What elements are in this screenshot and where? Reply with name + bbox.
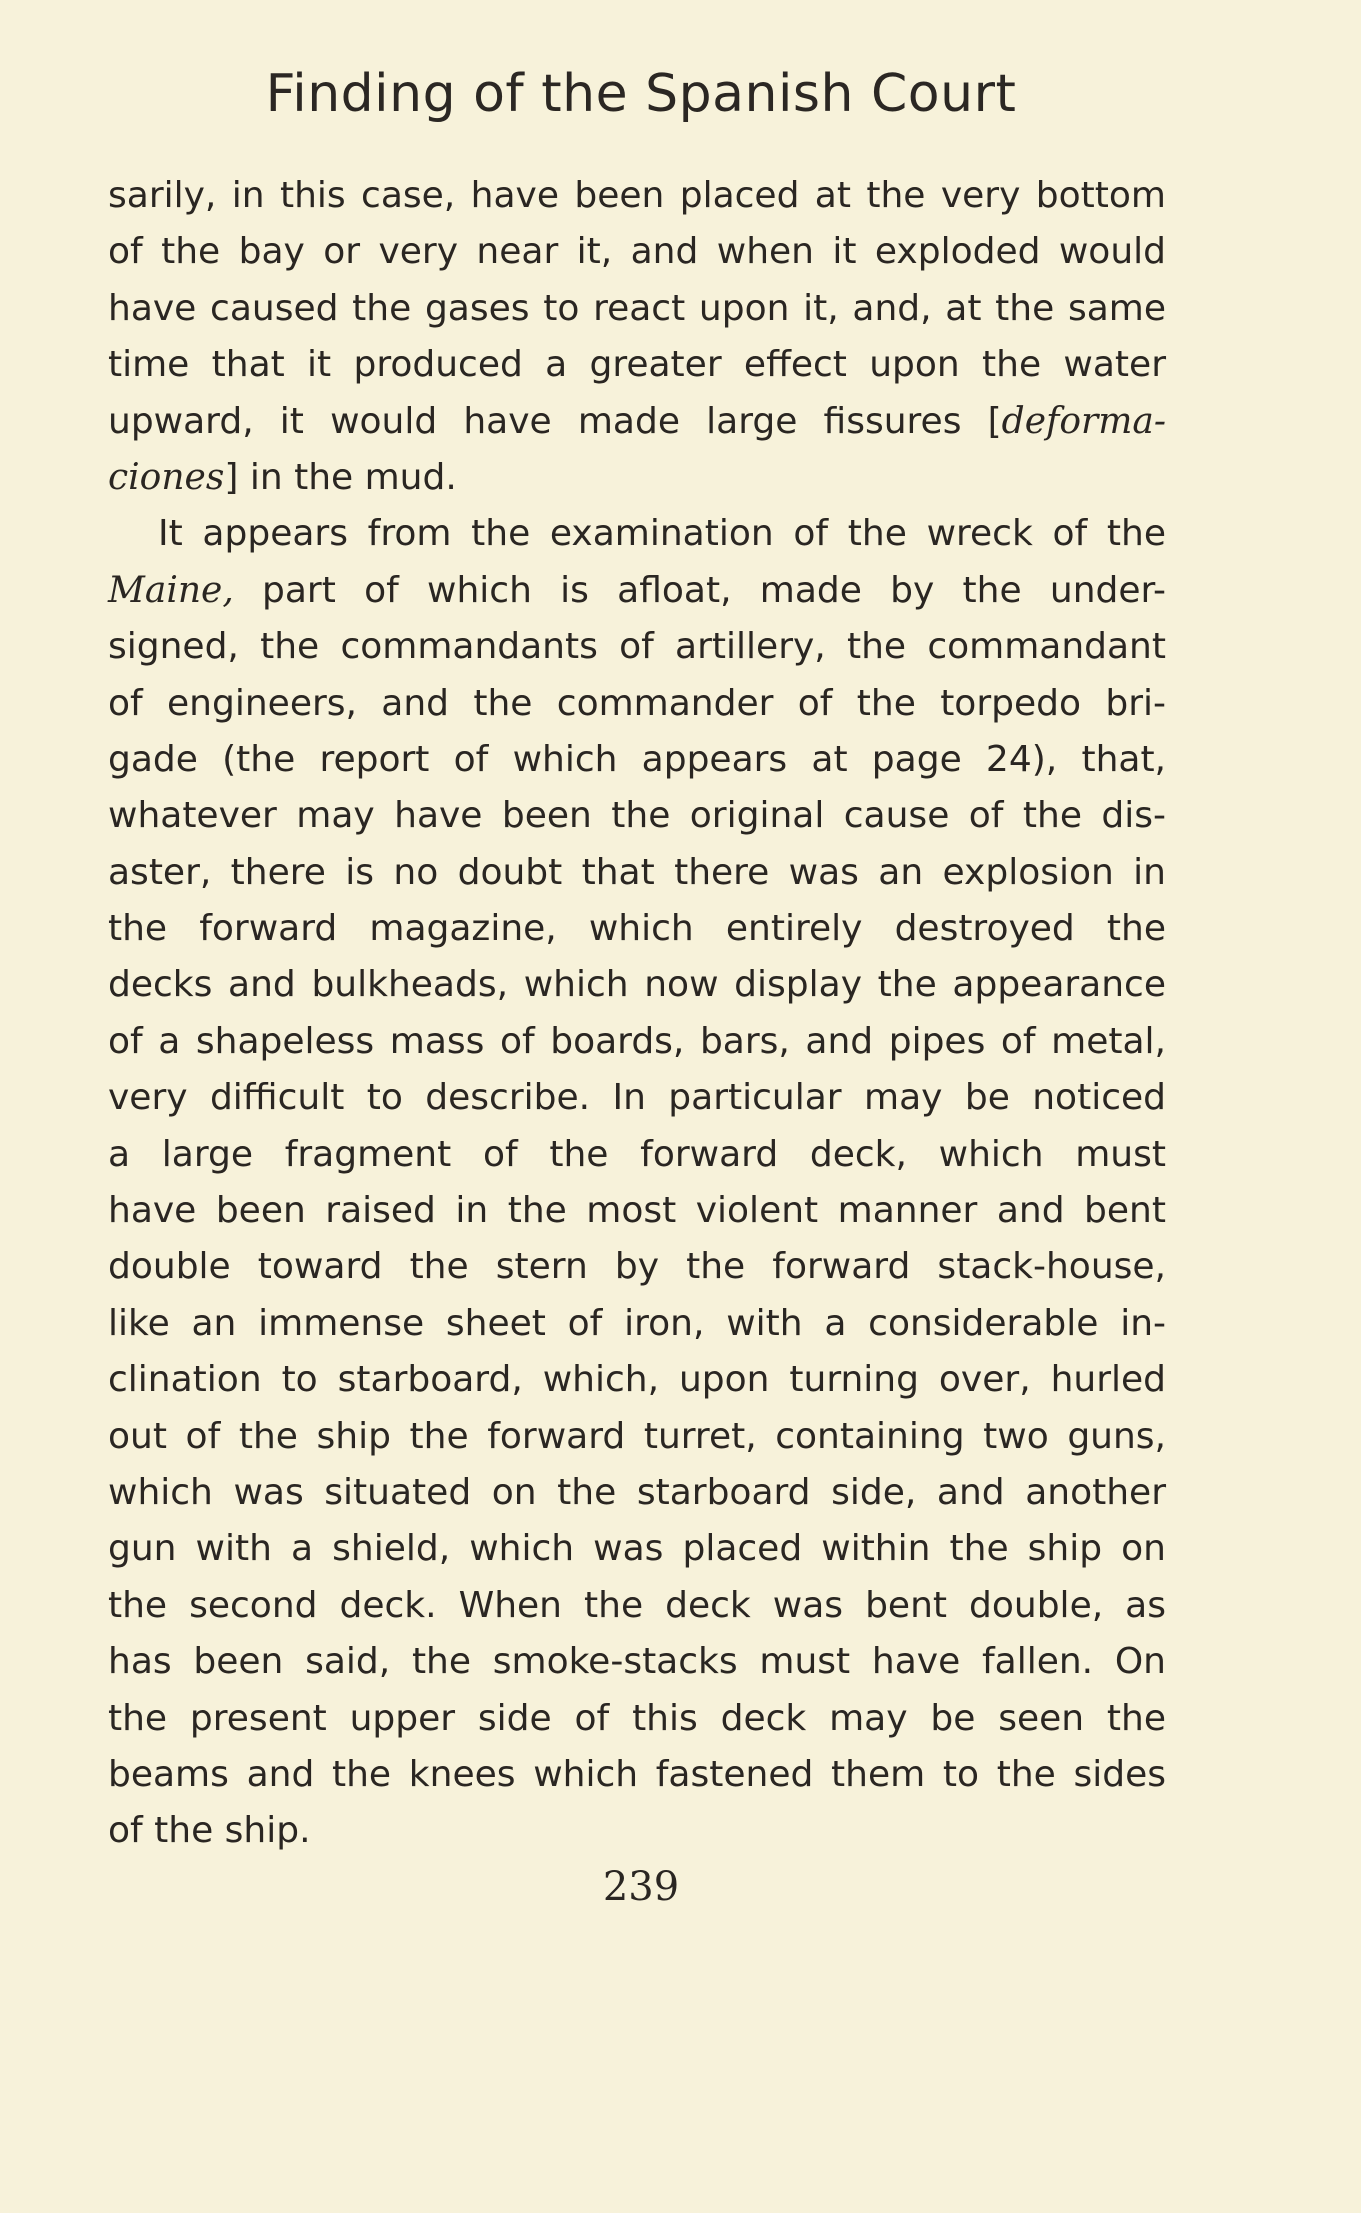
running-head: Finding of the Spanish Court	[265, 64, 1017, 124]
text-run: a large fragment of the forward deck, which must	[108, 1133, 1166, 1175]
text-line	[108, 1803, 1166, 1859]
text-run: have caused the gases to react upon it, and, at the same	[108, 287, 1166, 329]
text-line	[108, 1634, 1166, 1690]
text-run: of the ship.	[108, 1810, 311, 1852]
text-line	[108, 224, 1166, 280]
text-run: have been raised in the most violent manner and bent	[108, 1190, 1166, 1232]
text-line	[108, 1183, 1166, 1239]
text-run: gun with a shield, which was placed within the ship on	[108, 1528, 1166, 1570]
text-run: the forward magazine, which entirely destroyed the	[108, 908, 1166, 950]
text-run: sarily, in this case, have been placed at the very bottom	[108, 175, 1166, 216]
text-run: aster, there is no doubt that there was an explosion in	[108, 851, 1166, 893]
text-line	[108, 506, 1166, 562]
text-run: very difficult to describe. In particular may be noticed	[108, 1077, 1166, 1119]
page-number: 239	[602, 1864, 680, 1910]
text-run: beams and the knees which fastened them to the sides	[108, 1753, 1166, 1795]
text-run: ] in the mud.	[224, 456, 457, 498]
text-line	[108, 394, 1166, 450]
text-line	[108, 1578, 1166, 1634]
text-run: It appears from the examination of the wreck of the	[158, 513, 1166, 555]
text-run: out of the ship the forward turret, containing two guns,	[108, 1415, 1166, 1457]
text-line	[108, 1070, 1166, 1126]
text-line	[108, 1521, 1166, 1577]
text-run: upward, it would have made large fissures [	[108, 400, 1002, 442]
text-line	[108, 563, 1166, 619]
text-run: the second deck. When the deck was bent double, as	[108, 1584, 1166, 1626]
text-line	[108, 676, 1166, 732]
text-run: of engineers, and the commander of the torpedo bri-	[108, 682, 1166, 724]
text-run: which was situated on the starboard side, and another	[108, 1471, 1166, 1513]
text-line	[108, 1465, 1166, 1521]
text-run: like an immense sheet of iron, with a considerable in-	[108, 1302, 1166, 1344]
text-line	[108, 1239, 1166, 1295]
text-line	[108, 732, 1166, 788]
text-run: of the bay or very near it, and when it exploded would	[108, 231, 1166, 273]
text-line	[108, 845, 1166, 901]
text-line	[108, 1296, 1166, 1352]
text-run: the present upper side of this deck may be seen the	[108, 1697, 1166, 1739]
text-line	[108, 1691, 1166, 1747]
text-run: part of which is afloat, made by the under-	[233, 569, 1166, 611]
text-run: signed, the commandants of artillery, the commandant	[108, 626, 1166, 668]
text-run: of a shapeless mass of boards, bars, and pipes of metal,	[108, 1020, 1166, 1062]
text-run: decks and bulkheads, which now display the appearance	[108, 964, 1166, 1006]
text-line	[108, 957, 1166, 1013]
text-line	[108, 1352, 1166, 1408]
text-line	[108, 281, 1166, 337]
text-line	[108, 337, 1166, 393]
text-line	[108, 1014, 1166, 1070]
text-run: clination to starboard, which, upon turning over, hurled	[108, 1359, 1166, 1401]
body-text	[108, 168, 1166, 1860]
italic-text: deforma-	[1001, 400, 1166, 442]
text-line	[108, 168, 1166, 224]
text-line	[108, 1747, 1166, 1803]
text-line	[108, 901, 1166, 957]
text-run: has been said, the smoke-stacks must have fallen. On	[108, 1641, 1166, 1683]
text-run: whatever may have been the original cause of the dis-	[108, 795, 1166, 837]
text-line	[108, 450, 1166, 506]
italic-text: Maine,	[108, 569, 234, 611]
text-run: gade (the report of which appears at page 24), that,	[108, 738, 1166, 780]
text-line	[108, 619, 1166, 675]
text-run: time that it produced a greater effect upon the water	[108, 344, 1166, 386]
text-line	[108, 788, 1166, 844]
italic-text: ciones	[108, 456, 225, 498]
text-line	[108, 1409, 1166, 1465]
text-run: double toward the stern by the forward stack-house,	[108, 1246, 1166, 1288]
text-line	[108, 1127, 1166, 1183]
